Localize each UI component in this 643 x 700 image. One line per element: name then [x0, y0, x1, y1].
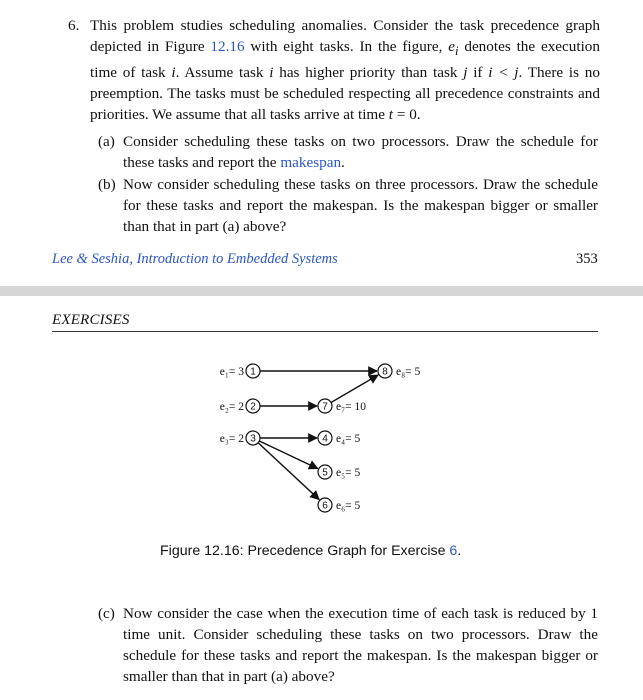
intro-text: = 0. [393, 106, 421, 124]
node-8 [378, 364, 420, 378]
intro-text: has higher priority than task [273, 64, 464, 82]
makespan-link[interactable]: makespan [280, 154, 342, 171]
part-text: Now consider scheduling these tasks on three processors. Draw the schedule for these tasks and report the makespan. Is the makespan bigger or smaller than that in part (a) above? [123, 176, 598, 235]
node-exec-time-label: e₆= 5 [336, 500, 361, 512]
intro-text: with eight tasks. In the figure, [244, 38, 449, 55]
node-exec-time-label: e₃= 2 [219, 433, 244, 445]
node-2 [220, 399, 260, 413]
var-i: i [269, 64, 274, 82]
var-j: j [463, 64, 468, 82]
node-exec-time-label: e₁= 3 [219, 366, 244, 378]
node-5 [318, 465, 360, 479]
node-id: 7 [322, 401, 328, 413]
node-7 [318, 399, 366, 413]
edge-3-to-5 [259, 441, 317, 469]
part-label: (b) [98, 176, 116, 193]
intro-text: if [467, 64, 489, 82]
edge-7-to-8 [331, 375, 378, 402]
node-3 [220, 431, 260, 445]
footer-book-title[interactable]: Lee & Seshia, Introduction to Embedded Systems [52, 251, 338, 267]
var-i: i [171, 64, 176, 82]
part-text: Now consider the case when the execution time of each task is reduced by 1 time unit. Consider scheduling these tasks on two processors. Draw the schedule for these tasks and report the makespan. Is the makespan bigger or smaller than that in part (a) above? [123, 605, 598, 685]
problem-number: 6. [68, 17, 80, 34]
section-header: EXERCISES [52, 312, 130, 328]
node-id: 2 [250, 401, 256, 413]
exercise-link[interactable]: 6 [449, 543, 458, 559]
part-text: Consider scheduling these tasks on two processors. Draw the schedule for these tasks and report the makespan. [123, 133, 598, 171]
node-4 [318, 431, 360, 445]
part-label: (c) [98, 605, 115, 622]
var-e-sub: i [454, 44, 459, 59]
condition: i < j [488, 64, 519, 82]
intro-text: . Assume task [175, 64, 270, 82]
intro-text: . There is no preemption. The tasks must be scheduled respecting all precedence constraints and priorities. We assume that all tasks arrive at time [90, 64, 600, 124]
node-id: 6 [322, 500, 328, 512]
node-exec-time-label: e₈= 5 [396, 366, 421, 378]
intro-text: This problem studies scheduling anomalies. Consider the task precedence graph depicted in Figure [90, 17, 600, 55]
node-exec-time-label: e₇= 10 [336, 401, 366, 413]
node-1 [220, 364, 260, 378]
node-exec-time-label: e₄= 5 [336, 433, 361, 445]
intro-text: denotes the execution time of task [90, 38, 600, 82]
node-exec-time-label: e₂= 2 [219, 401, 244, 413]
node-6 [318, 498, 360, 512]
page-number: 353 [576, 251, 598, 267]
figure-link[interactable]: 12.16 [210, 38, 245, 55]
node-id: 4 [322, 433, 328, 445]
edge-3-to-6 [258, 443, 319, 500]
part-label: (a) [98, 133, 115, 150]
graph-nodes [220, 364, 421, 512]
node-id: 8 [382, 366, 388, 378]
var-e: e [448, 38, 455, 55]
var-t: t [388, 106, 394, 124]
node-id: 1 [250, 366, 256, 378]
figure-caption: Figure 12.16: Precedence Graph for Exercise 6. [160, 543, 462, 559]
node-id: 5 [322, 467, 328, 479]
node-id: 3 [250, 433, 256, 445]
node-exec-time-label: e₅= 5 [336, 467, 361, 479]
